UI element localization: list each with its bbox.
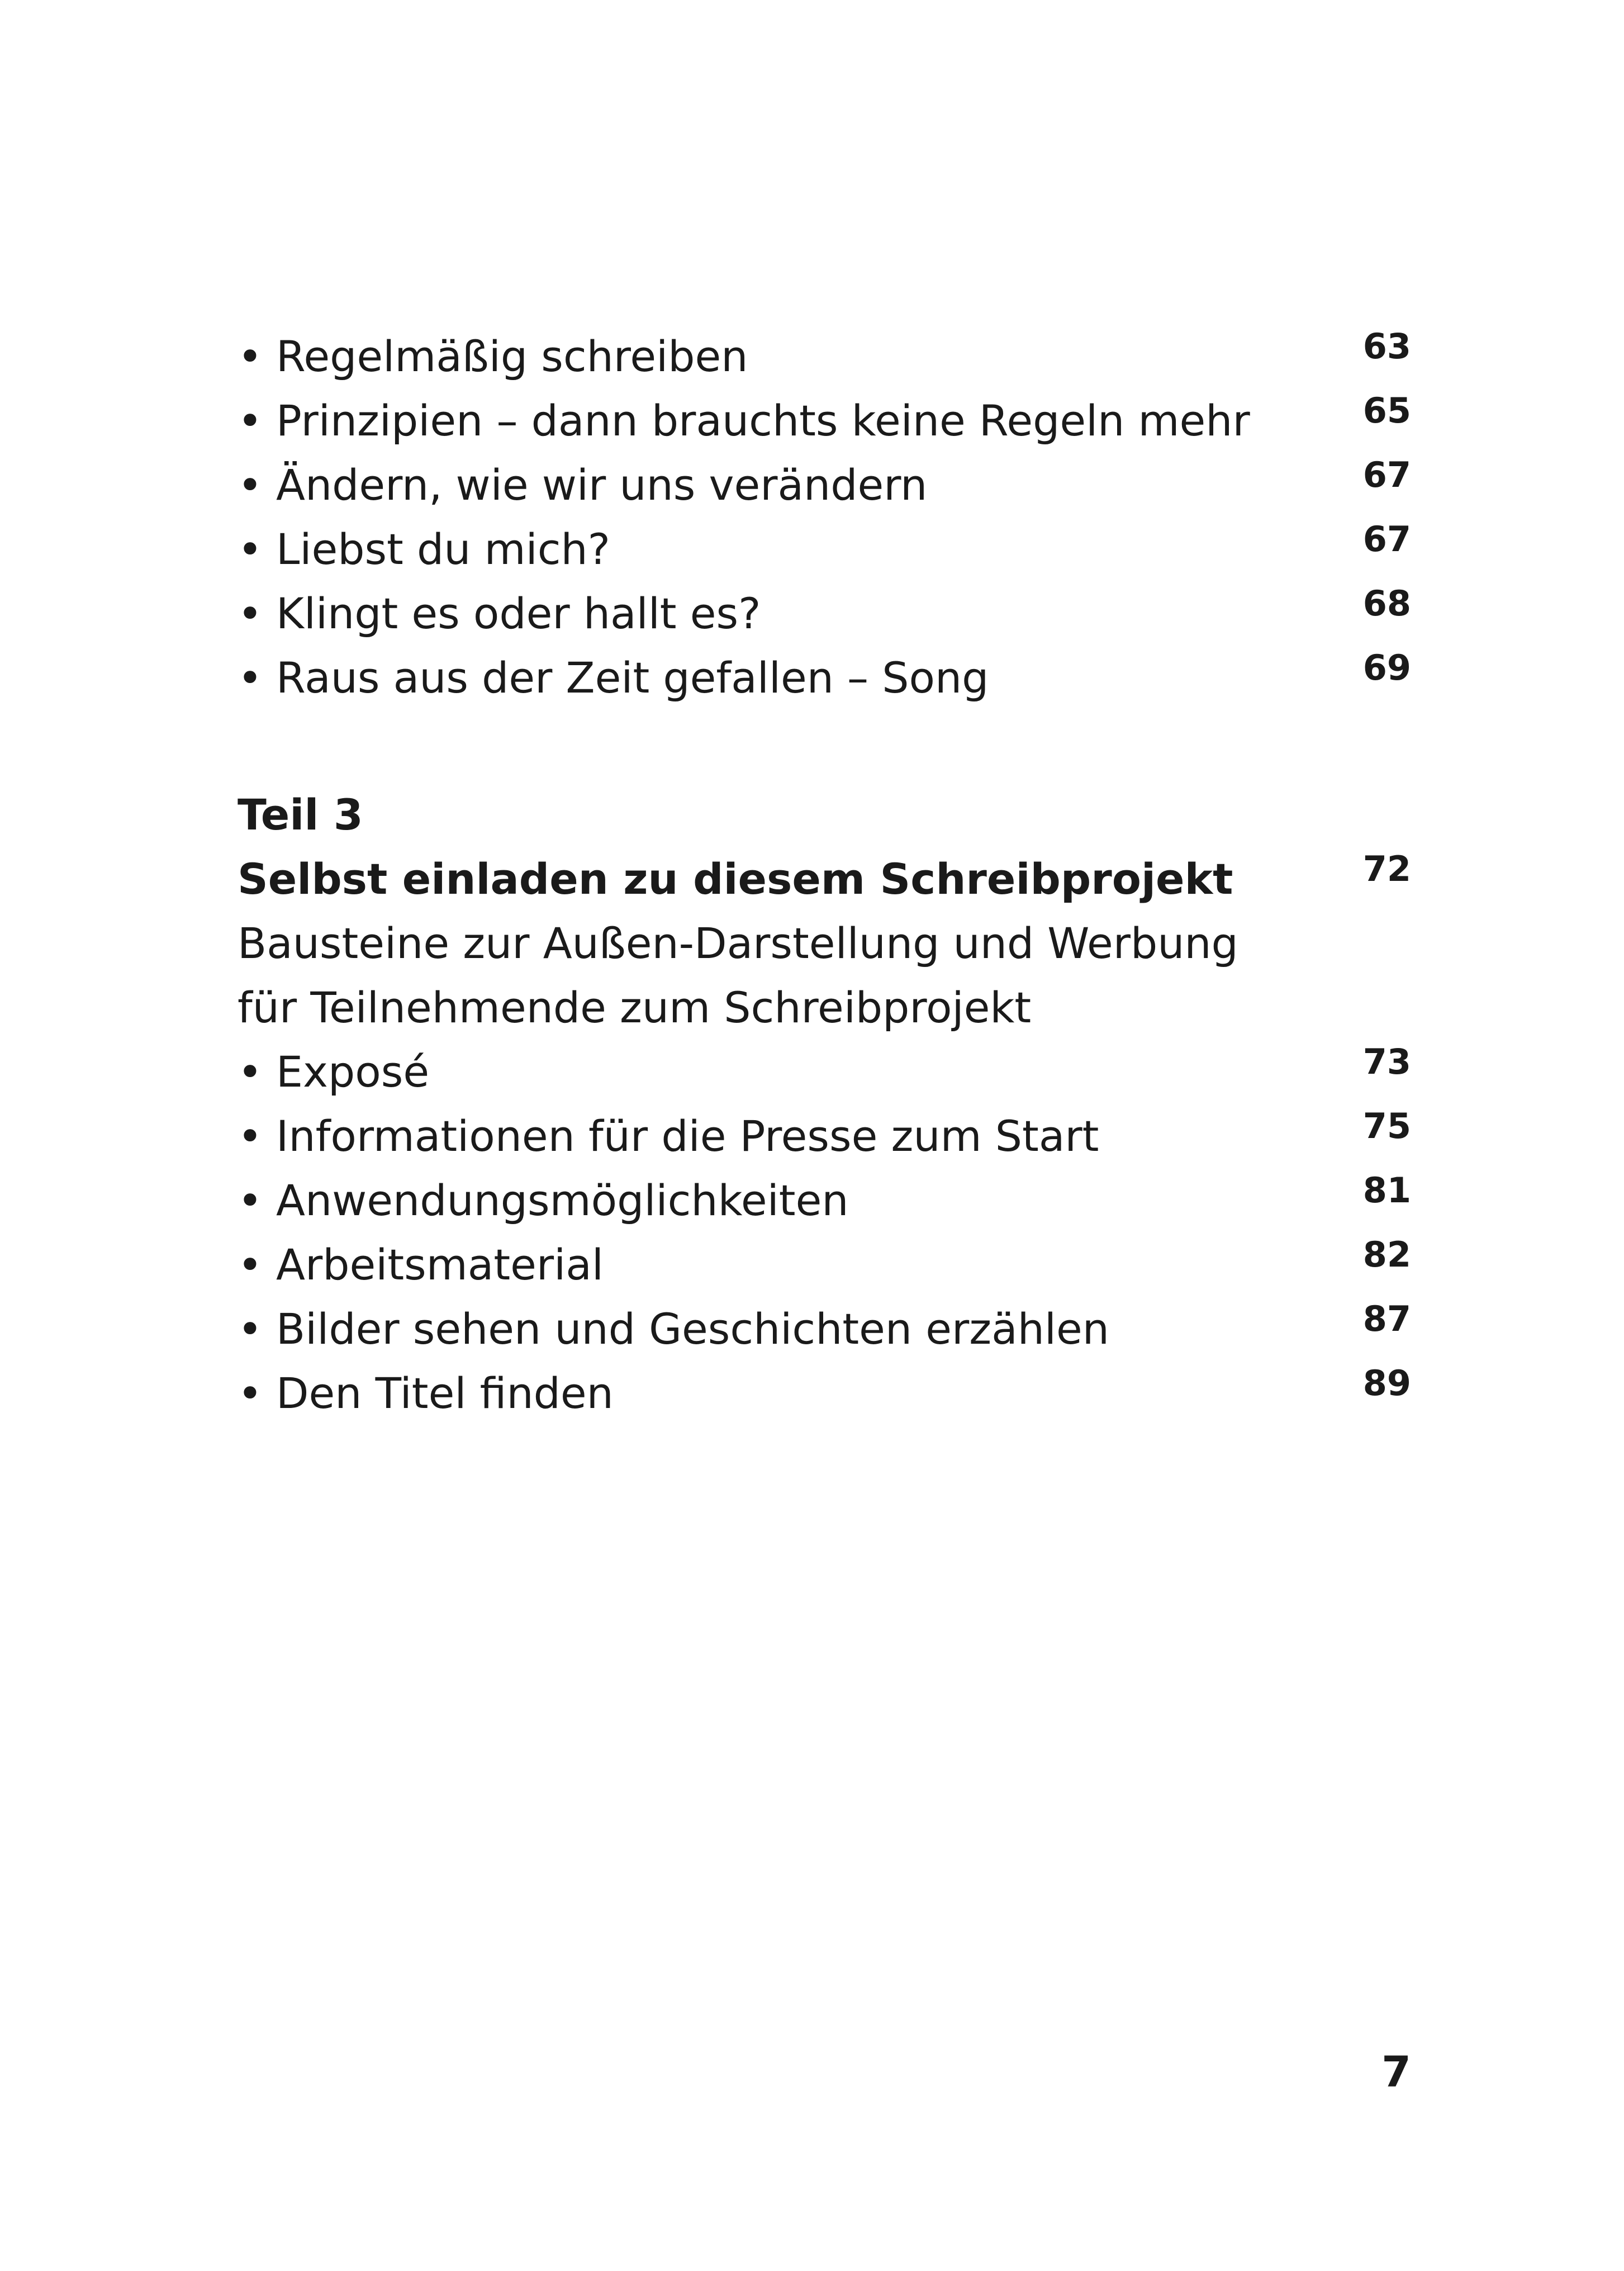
toc-entry-page: 82 — [1362, 1234, 1411, 1275]
toc-entry — [238, 1168, 1411, 1232]
toc-entry-page: 89 — [1362, 1363, 1411, 1404]
toc-entry — [238, 517, 1411, 581]
part-label-row — [238, 783, 1411, 847]
part-title-row — [238, 847, 1411, 911]
toc-entry-title: • Raus aus der Zeit gefallen – Song — [238, 653, 989, 703]
toc-entry — [238, 324, 1411, 388]
toc-entry-title: • Prinzipien – dann brauchts keine Regeln mehr — [238, 396, 1250, 445]
toc-entry — [238, 581, 1411, 646]
toc-entry-title: • Klingt es oder hallt es? — [238, 589, 761, 638]
toc-entry-title: • Bilder sehen und Geschichten erzählen — [238, 1304, 1109, 1354]
part-title-page: 72 — [1362, 848, 1411, 889]
toc-entry — [238, 646, 1411, 710]
toc-entry — [238, 1361, 1411, 1425]
toc-entry — [238, 388, 1411, 453]
toc-entry-page: 68 — [1362, 583, 1411, 624]
toc-entry-title: • Regelmäßig schreiben — [238, 331, 748, 381]
toc-entry-page: 75 — [1362, 1106, 1411, 1146]
toc-entry-page: 65 — [1362, 390, 1411, 431]
toc-entry — [238, 1232, 1411, 1297]
toc-entry-page: 87 — [1362, 1298, 1411, 1339]
part-subtitle-line2: für Teilnehmende zum Schreibprojekt — [238, 983, 1032, 1032]
toc-entry-page: 73 — [1362, 1041, 1411, 1082]
part-title: Selbst einladen zu diesem Schreibprojekt — [238, 854, 1233, 904]
toc-entry-page: 69 — [1362, 647, 1411, 688]
toc-entry-page: 81 — [1362, 1170, 1411, 1211]
page-number: 7 — [1381, 2047, 1411, 2097]
toc-entry — [238, 1040, 1411, 1104]
part-subtitle-row — [238, 911, 1411, 975]
toc-entry-page: 67 — [1362, 519, 1411, 560]
toc-entry — [238, 1104, 1411, 1168]
toc-entry-page: 67 — [1362, 454, 1411, 495]
toc-entry-title: • Ändern, wie wir uns verändern — [238, 460, 928, 510]
toc-entry-title: • Den Titel finden — [238, 1368, 614, 1418]
toc-entry — [238, 1297, 1411, 1361]
part-label: Teil 3 — [238, 790, 363, 840]
toc-entry — [238, 453, 1411, 517]
toc-entry-title: • Informationen für die Presse zum Start — [238, 1111, 1099, 1161]
toc-entry-title: • Arbeitsmaterial — [238, 1240, 604, 1289]
part-subtitle-line1: Bausteine zur Außen-Darstellung und Werbung — [238, 918, 1238, 968]
toc-entry-title: • Anwendungsmöglichkeiten — [238, 1175, 849, 1225]
toc-entry-title: • Exposé — [238, 1047, 430, 1097]
toc-entry-page: 63 — [1362, 326, 1411, 367]
part-subtitle-row — [238, 975, 1411, 1040]
toc-entry-title: • Liebst du mich? — [238, 524, 611, 574]
